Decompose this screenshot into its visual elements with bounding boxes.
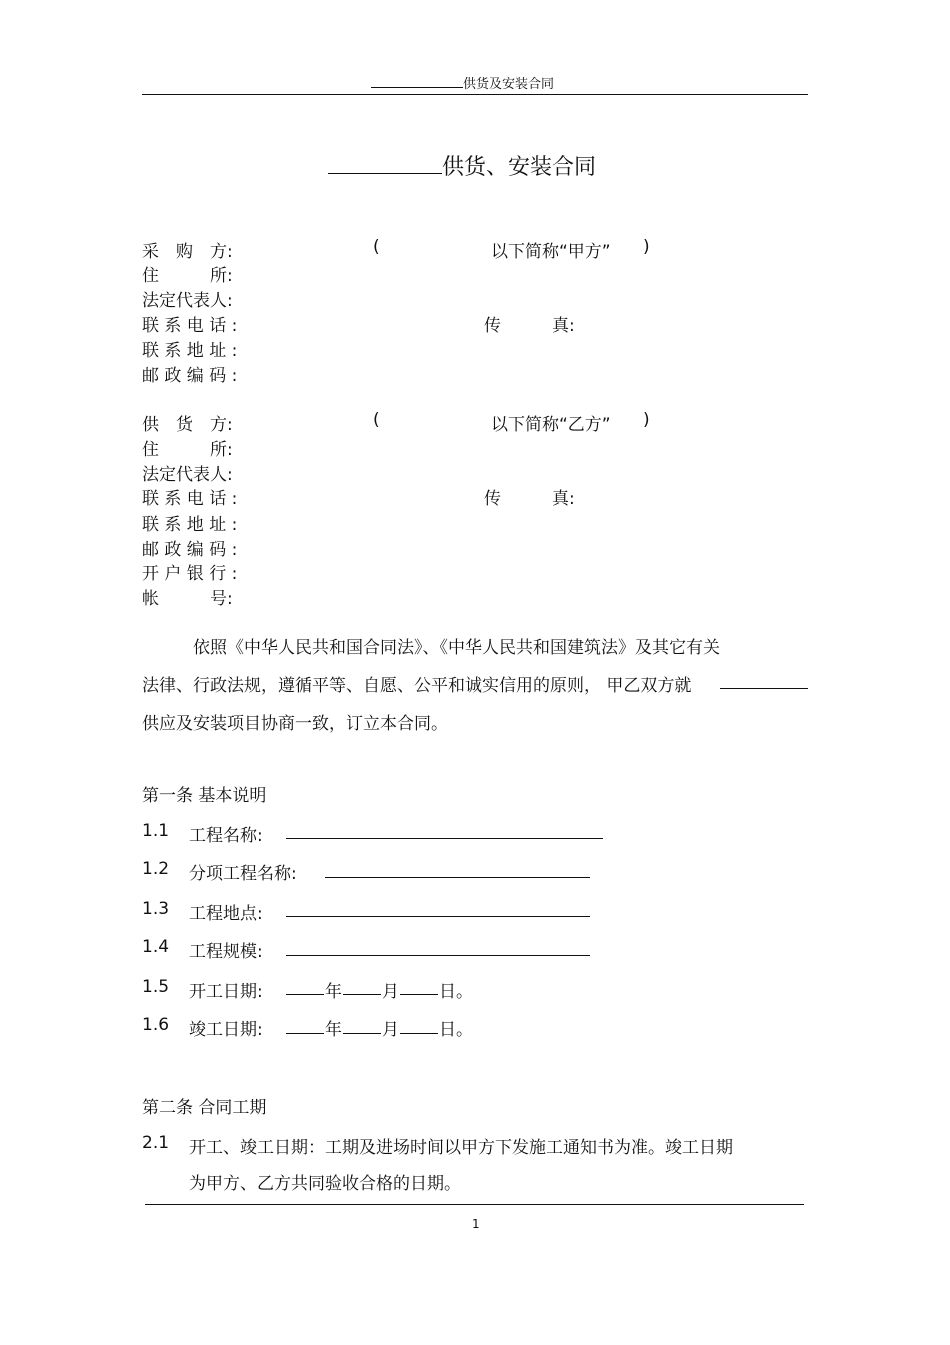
item-1-1-num: 1.1 [142, 821, 170, 841]
start-month-label: 月 [382, 982, 399, 1002]
article-1-heading: 第一条 基本说明 [142, 786, 267, 806]
item-1-3-num: 1.3 [142, 899, 170, 919]
end-day-blank [400, 1033, 438, 1034]
title-text: 供货、安装合同 [442, 155, 597, 180]
party-b-fax-label: 传 真: [484, 489, 575, 509]
item-1-2-label: 分项工程名称: [189, 864, 297, 884]
party-b-postcode-label: 邮 政 编 码 : [142, 540, 238, 560]
running-header [371, 73, 554, 92]
preamble-line-2 [142, 671, 691, 696]
end-month-blank [343, 1033, 381, 1034]
project-name-blank [286, 838, 603, 839]
project-scale-blank [286, 955, 590, 956]
end-month-label: 月 [382, 1020, 399, 1040]
party-a-alias: 以下简称“甲方” [491, 242, 611, 262]
item-1-5-num: 1.5 [142, 977, 170, 997]
start-month-blank [343, 994, 381, 995]
preamble-line-1: 依照《中华人民共和国合同法》、《中华人民共和国建筑法》及其它有关 [193, 638, 720, 658]
start-year-label: 年 [325, 982, 342, 1002]
item-1-3-label: 工程地点: [189, 904, 263, 924]
party-a-postcode-label: 邮 政 编 码 : [142, 366, 238, 386]
project-blank-line [720, 688, 808, 689]
header-text: 供货及安装合同 [463, 77, 555, 92]
item-1-2-num: 1.2 [142, 859, 170, 879]
party-b-rep-label: 法定代表人: [142, 465, 233, 485]
party-a-address-label: 联 系 地 址 : [142, 341, 238, 361]
item-2-1-num: 2.1 [142, 1133, 170, 1153]
footer-rule [145, 1204, 804, 1205]
header-blank-line [371, 86, 463, 88]
item-1-5-label: 开工日期: [189, 982, 263, 1002]
party-b-domicile-label: 住 所: [142, 440, 233, 460]
item-1-1-label: 工程名称: [189, 826, 263, 846]
party-b-alias: 以下简称“乙方” [491, 415, 611, 435]
party-a-domicile-label: 住 所: [142, 266, 233, 286]
party-b-address-label: 联 系 地 址 : [142, 515, 238, 535]
end-year-label: 年 [325, 1020, 342, 1040]
party-a-paren-close: ) [643, 237, 650, 257]
item-2-1-line-2: 为甲方、乙方共同验收合格的日期。 [189, 1174, 461, 1194]
project-location-blank [286, 916, 590, 917]
start-day-blank [400, 994, 438, 995]
party-b-account-label: 帐 号: [142, 589, 233, 609]
article-2-heading: 第二条 合同工期 [142, 1098, 267, 1118]
party-b-phone-label: 联 系 电 话 : [142, 489, 238, 509]
buyer-label: 采 购 方: [142, 242, 233, 262]
party-b-paren-close: ) [643, 410, 650, 430]
subproject-name-blank [325, 877, 590, 878]
end-year-blank [286, 1033, 324, 1034]
page-number: 1 [472, 1217, 480, 1231]
document-title [328, 150, 596, 181]
item-1-4-label: 工程规模: [189, 942, 263, 962]
party-b-bank-label: 开 户 银 行 : [142, 564, 238, 584]
item-1-6-label: 竣工日期: [189, 1020, 263, 1040]
start-day-label: 日。 [439, 982, 473, 1002]
title-blank-line [328, 172, 442, 174]
preamble-line-2-text: 法律、行政法规，遵循平等、自愿、公平和诚实信用的原则， 甲乙双方就 [142, 676, 692, 696]
start-year-blank [286, 994, 324, 995]
preamble-line-3: 供应及安装项目协商一致，订立本合同。 [142, 714, 448, 734]
item-2-1-line-1: 开工、竣工日期：工期及进场时间以甲方下发施工通知书为准。竣工日期 [189, 1138, 733, 1158]
header-rule [142, 94, 808, 95]
supplier-label: 供 货 方: [142, 415, 233, 435]
party-a-rep-label: 法定代表人: [142, 291, 233, 311]
party-b-paren-open: ( [373, 410, 380, 430]
item-1-6-num: 1.6 [142, 1015, 170, 1035]
party-a-phone-label: 联 系 电 话 : [142, 316, 238, 336]
party-a-paren-open: ( [373, 237, 380, 257]
item-1-4-num: 1.4 [142, 937, 170, 957]
end-day-label: 日。 [439, 1020, 473, 1040]
party-a-fax-label: 传 真: [484, 316, 575, 336]
